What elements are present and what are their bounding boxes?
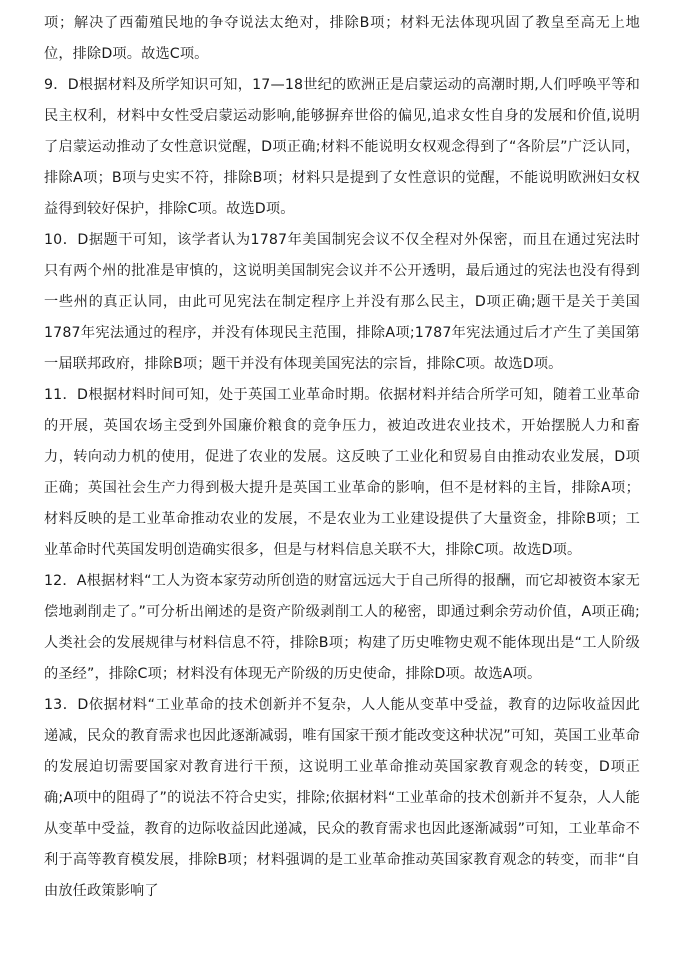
paragraph-answer-10: 10．D据题干可知，该学者认为1787年美国制宪会议不仅全程对外保密，而且在通过宪法时只有两个州的批准是审慎的，这说明美国制宪会议并不公开透明，最后通过的宪法也没有得到一些州的真正认同，由此可见宪法在制定程序上并没有那么民主，D项正确;题干是关于美国1787年宪法通过的程序，并没有体现民主范围，排除A项;1787年宪法通过后才产生了美国第一届联邦政府，排除B项；题干并没有体现美国宪法的宗旨，排除C项。故选D项。 — [44, 232, 640, 372]
paragraph-answer-9: 9．D根据材料及所学知识可知，17—18世纪的欧洲正是启蒙运动的高潮时期,人们呼唤平等和民主权利，材料中女性受启蒙运动影响,能够摒弃世俗的偏见,追求女性自身的发展和价值,说明了启蒙运动推动了女性意识觉醒，D项正确;材料不能说明女权观念得到了“各阶层”广泛认同，排除A项；B项与史实不符，排除B项；材料只是提到了女性意识的觉醒，不能说明欧洲妇女权益得到较好保护，排除C项。故选D项。 — [44, 77, 640, 217]
paragraph-answer-11: 11．D根据材料时间可知，处于英国工业革命时期。依据材料并结合所学可知，随着工业革命的开展，英国农场主受到外国廉价粮食的竞争压力，被迫改进农业技术，开始摆脱人力和畜力，转向动力机的使用，促进了农业的发展。这反映了工业化和贸易自由推动农业发展，D项正确；英国社会生产力得到极大提升是英国工业革命的影响，但不是材料的主旨，排除A项；材料反映的是工业革命推动农业的发展，不是农业为工业建设提供了大量资金，排除B项；工业革命时代英国发明创造确实很多，但是与材料信息关联不大，排除C项。故选D项。 — [44, 387, 640, 558]
paragraph-answer-13: 13．D依据材料“工业革命的技术创新并不复杂，人人能从变革中受益，教育的边际收益因此递减，民众的教育需求也因此逐渐减弱，唯有国家干预才能改变这种状况”可知，英国工业革命的发展迫切需要国家对教育进行干预，这说明工业革命推动英国家教育观念的转变，D项正确;A项中的阻碍了”的说法不符合史实，排除;依据材料“工业革命的技术创新并不复杂，人人能从变革中受益，教育的边际收益因此递减，民众的教育需求也因此逐渐减弱”可知，工业革命不利于高等教育模发展，排除B项；材料强调的是工业革命推动英国家教育观念的转变，而非“自由放任政策影响了 — [44, 697, 640, 899]
paragraph-answer-12: 12．A根据材料“工人为资本家劳动所创造的财富远远大于自己所得的报酬，而它却被资本家无偿地剥削走了。”可分析出阐述的是资产阶级剥削工人的秘密，即通过剩余劳动价值，A项正确;人类社会的发展规律与材料信息不符，排除B项；构建了历史唯物史观不能体现出是“工人阶级的圣经”，排除C项；材料没有体现无产阶级的历史使命，排除D项。故选A项。 — [44, 573, 640, 682]
paragraph-continuation: 项；解决了西葡殖民地的争夺说法太绝对，排除B项；材料无法体现巩固了教皇至高无上地位，排除D项。故选C项。 — [44, 15, 640, 62]
